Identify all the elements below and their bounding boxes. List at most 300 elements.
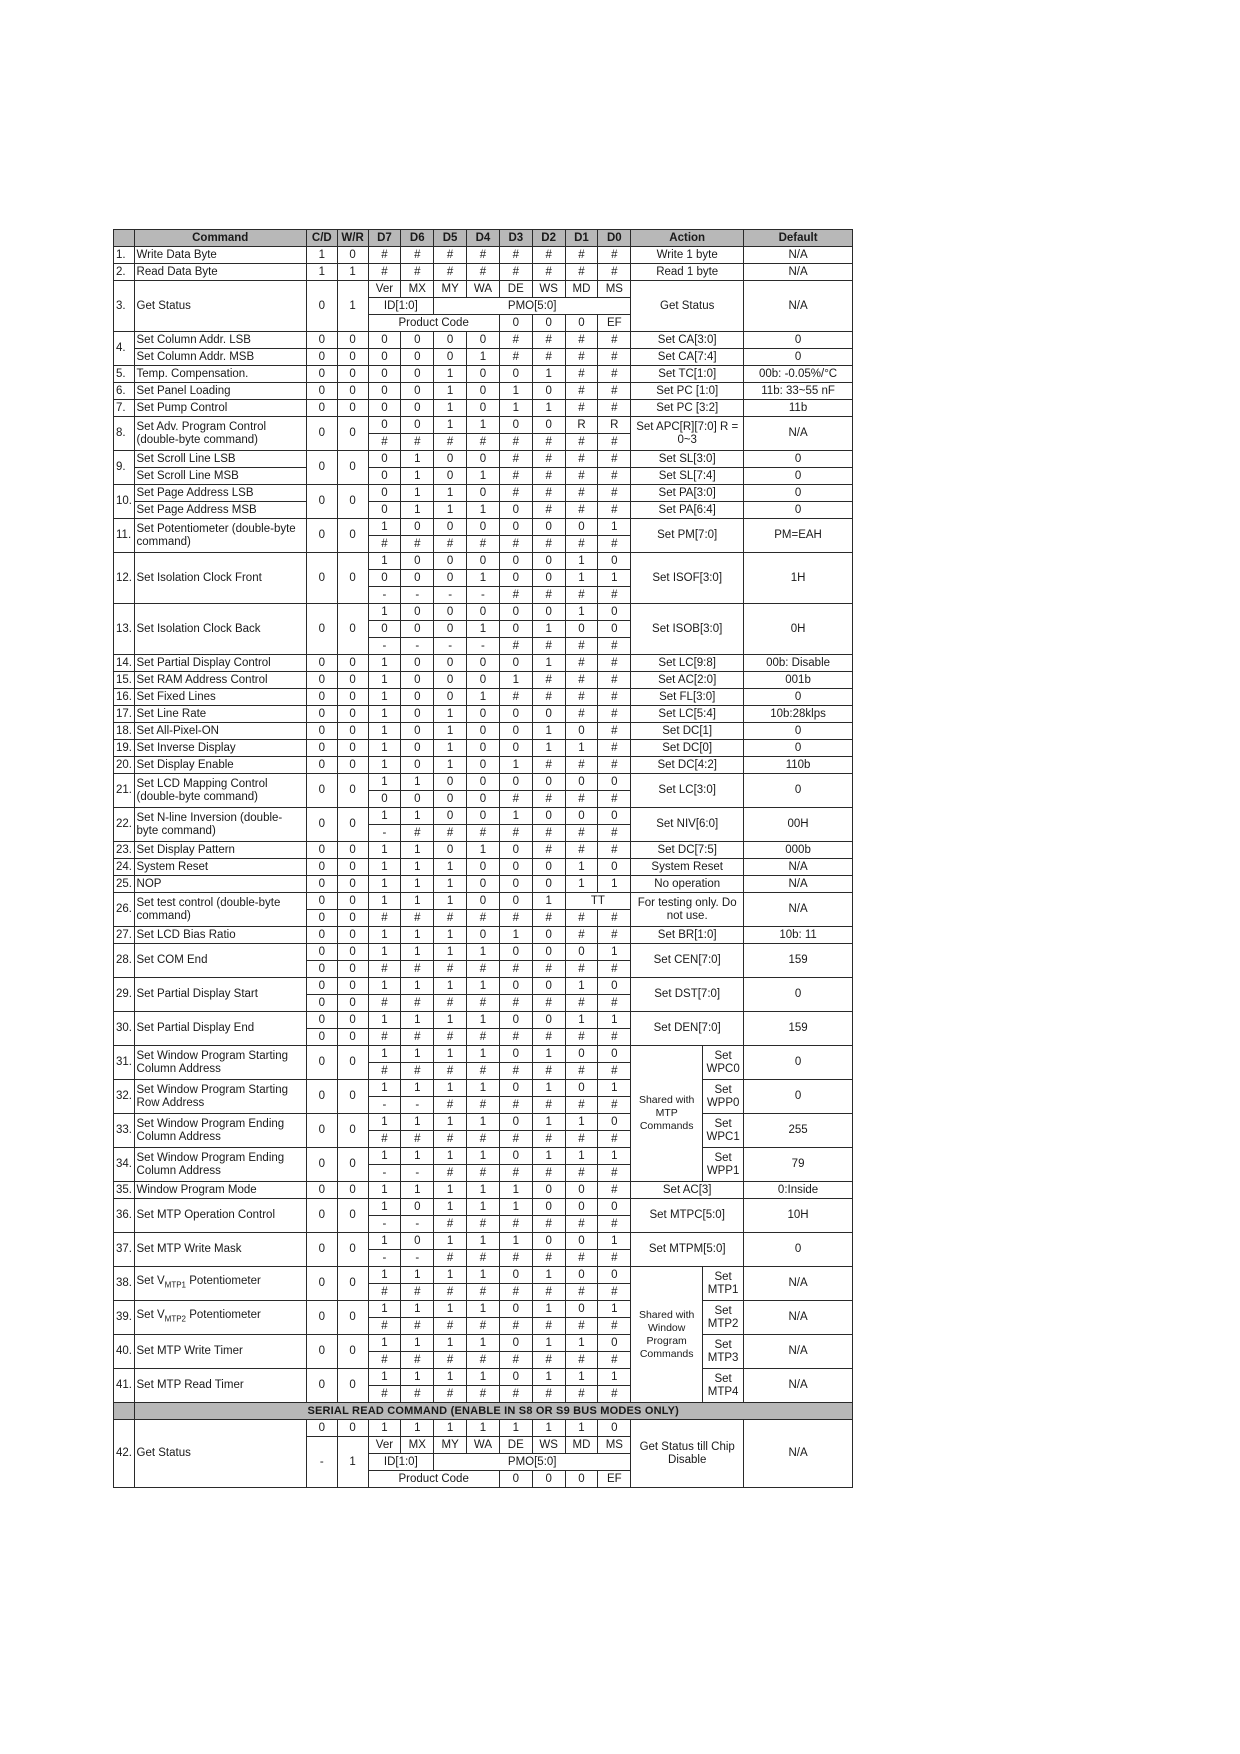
bit-cell: 1: [565, 740, 598, 757]
bit-cell: #: [499, 536, 532, 553]
bit-cell: MX: [401, 1437, 434, 1454]
bit-cell: #: [598, 740, 631, 757]
bit-cell: 1: [434, 1182, 467, 1199]
bit-cell: #: [598, 366, 631, 383]
bit-cell: #: [499, 451, 532, 468]
bit-cell: 1: [434, 1046, 467, 1063]
bit-cell: 0: [401, 400, 434, 417]
table-row: [114, 1369, 853, 1386]
bit-cell: 1: [368, 723, 401, 740]
bit-cell: 0: [368, 451, 401, 468]
bit-cell: #: [565, 264, 598, 281]
default-cell: N/A: [744, 876, 853, 893]
bit-cell: 0: [434, 655, 467, 672]
bit-cell: #: [598, 1216, 631, 1233]
wr-cell: 0: [337, 1335, 368, 1369]
bit-cell: 1: [532, 655, 565, 672]
section-title: SERIAL READ COMMAND (ENABLE IN S8 OR S9 BUS MODES ONLY): [134, 1403, 852, 1420]
default-cell: N/A: [744, 893, 853, 927]
bit-cell: 1: [434, 1148, 467, 1165]
bit-cell: #: [532, 587, 565, 604]
bit-cell: 0: [368, 332, 401, 349]
bit-cell: #: [368, 264, 401, 281]
wr-cell: 0: [337, 927, 368, 944]
wr-cell: 0: [337, 1046, 368, 1080]
wr-cell: 0: [337, 519, 368, 553]
header-default: Default: [744, 230, 853, 247]
bit-cell: #: [368, 434, 401, 451]
wr-cell: 0: [337, 774, 368, 808]
bit-cell: 1: [401, 451, 434, 468]
bit-cell: 0: [434, 808, 467, 825]
header-d4: D4: [467, 230, 500, 247]
default-cell: 0:Inside: [744, 1182, 853, 1199]
cd-cell: 0: [306, 655, 337, 672]
bit-cell: 1: [499, 1199, 532, 1216]
bit-cell: #: [532, 1352, 565, 1369]
bit-cell: #: [532, 536, 565, 553]
command-name: Set Potentiometer (double-byte command): [134, 519, 306, 553]
table-row: [114, 1046, 853, 1063]
bit-cell: 1: [467, 944, 500, 961]
bit-cell: #: [598, 587, 631, 604]
bit-cell: MY: [434, 281, 467, 298]
bit-cell: 1: [401, 1182, 434, 1199]
bit-cell: 1: [499, 383, 532, 400]
bit-cell: #: [532, 349, 565, 366]
bit-cell: #: [598, 672, 631, 689]
bit-cell: #: [499, 332, 532, 349]
bit-cell: #: [434, 1097, 467, 1114]
bit-cell: 0: [467, 366, 500, 383]
cd-cell: 0: [306, 1029, 337, 1046]
bit-cell: #: [565, 587, 598, 604]
table-row: [114, 1148, 853, 1165]
bit-cell: 1: [368, 1012, 401, 1029]
bit-cell: #: [565, 1097, 598, 1114]
row-number: 2.: [114, 264, 135, 281]
bit-cell: 1: [467, 621, 500, 638]
bit-cell: 0: [532, 1182, 565, 1199]
action-cell: Set DEN[7:0]: [631, 1012, 744, 1046]
command-name: Set Partial Display Start: [134, 978, 306, 1012]
bit-cell: 0: [499, 774, 532, 791]
bit-cell: Ver: [368, 1437, 401, 1454]
cd-cell: 0: [306, 1267, 337, 1301]
bit-cell: 1: [368, 1335, 401, 1352]
default-cell: 0: [744, 689, 853, 706]
table-row: [114, 502, 853, 519]
bit-cell: 1: [499, 808, 532, 825]
default-cell: 0: [744, 978, 853, 1012]
action-cell: Set MTP3: [703, 1335, 744, 1369]
bit-cell: 0: [368, 400, 401, 417]
row-number: 23.: [114, 842, 135, 859]
bit-cell: #: [499, 1216, 532, 1233]
bit-cell: 1: [434, 1080, 467, 1097]
row-number: 3.: [114, 281, 135, 332]
bit-cell: #: [368, 1284, 401, 1301]
default-cell: 0: [744, 332, 853, 349]
bit-cell: MS: [598, 1437, 631, 1454]
bit-cell: #: [532, 638, 565, 655]
bit-cell: 0: [467, 332, 500, 349]
row-number: 33.: [114, 1114, 135, 1148]
bit-cell: 1: [368, 740, 401, 757]
cd-cell: 0: [306, 978, 337, 995]
bit-cell: #: [598, 502, 631, 519]
bit-cell: WS: [532, 1437, 565, 1454]
bit-cell: 1: [368, 1420, 401, 1437]
bit-cell: 1: [368, 774, 401, 791]
bit-cell: #: [434, 1165, 467, 1182]
bit-cell: 0: [368, 417, 401, 434]
bit-cell: #: [467, 1284, 500, 1301]
action-cell: Set SL[7:4]: [631, 468, 744, 485]
bit-cell: 1: [467, 1233, 500, 1250]
default-cell: 00b: -0.05%/°C: [744, 366, 853, 383]
bit-cell: 0: [467, 519, 500, 536]
bit-cell: 1: [401, 1335, 434, 1352]
bit-cell: #: [532, 995, 565, 1012]
wr-cell: 0: [337, 247, 368, 264]
row-number: 14.: [114, 655, 135, 672]
bit-cell: #: [565, 655, 598, 672]
bit-cell: 1: [368, 978, 401, 995]
bit-cell: 1: [532, 1046, 565, 1063]
bit-cell: Product Code: [368, 315, 499, 332]
bit-cell: 0: [467, 706, 500, 723]
table-row: [114, 842, 853, 859]
bit-cell: #: [467, 1250, 500, 1267]
command-name: Window Program Mode: [134, 1182, 306, 1199]
bit-cell: #: [565, 1165, 598, 1182]
bit-cell: #: [368, 247, 401, 264]
bit-cell: 1: [368, 689, 401, 706]
wr-cell: 0: [337, 740, 368, 757]
table-row: [114, 281, 853, 298]
bit-cell: 0: [499, 519, 532, 536]
bit-cell: 1: [565, 978, 598, 995]
default-cell: 0: [744, 1080, 853, 1114]
action-cell: Get Status: [631, 281, 744, 332]
wr-cell: 0: [337, 978, 368, 995]
default-cell: 0H: [744, 604, 853, 655]
cd-cell: 0: [306, 842, 337, 859]
bit-cell: #: [467, 536, 500, 553]
bit-cell: 0: [598, 808, 631, 825]
action-cell: Set PC [3:2]: [631, 400, 744, 417]
table-row: [114, 519, 853, 536]
header-d1: D1: [565, 230, 598, 247]
bit-cell: #: [467, 995, 500, 1012]
default-cell: 000b: [744, 842, 853, 859]
bit-cell: #: [565, 706, 598, 723]
bit-cell: 1: [467, 502, 500, 519]
bit-cell: 1: [368, 1233, 401, 1250]
bit-cell: 1: [467, 842, 500, 859]
bit-cell: 1: [499, 672, 532, 689]
bit-cell: #: [532, 451, 565, 468]
bit-cell: #: [565, 1216, 598, 1233]
bit-cell: #: [598, 655, 631, 672]
bit-cell: #: [499, 434, 532, 451]
row-number: 32.: [114, 1080, 135, 1114]
bit-cell: 0: [499, 1148, 532, 1165]
bit-cell: 1: [598, 1080, 631, 1097]
bit-cell: 0: [434, 519, 467, 536]
bit-cell: #: [565, 400, 598, 417]
action-cell: Set MTPC[5:0]: [631, 1199, 744, 1233]
bit-cell: 1: [401, 876, 434, 893]
bit-cell: 1: [467, 468, 500, 485]
bit-cell: 0: [532, 927, 565, 944]
bit-cell: #: [598, 1131, 631, 1148]
bit-cell: 1: [532, 1301, 565, 1318]
bit-cell: 0: [532, 876, 565, 893]
bit-cell: #: [368, 1352, 401, 1369]
cd-cell: 0: [306, 672, 337, 689]
bit-cell: #: [565, 468, 598, 485]
command-name: Set Fixed Lines: [134, 689, 306, 706]
bit-cell: R: [565, 417, 598, 434]
bit-cell: -: [368, 1097, 401, 1114]
bit-cell: #: [532, 961, 565, 978]
bit-cell: #: [598, 1182, 631, 1199]
bit-cell: 1: [598, 519, 631, 536]
wr-cell: 0: [337, 876, 368, 893]
bit-cell: 0: [467, 876, 500, 893]
bit-cell: #: [467, 1097, 500, 1114]
bit-cell: #: [565, 1318, 598, 1335]
bit-cell: 1: [368, 1182, 401, 1199]
action-cell: Set WPP1: [703, 1148, 744, 1182]
bit-cell: 1: [467, 1080, 500, 1097]
bit-cell: 1: [401, 485, 434, 502]
bit-cell: #: [532, 1029, 565, 1046]
cd-cell: 0: [306, 689, 337, 706]
bit-cell: 0: [467, 927, 500, 944]
bit-cell: Product Code: [368, 1471, 499, 1488]
bit-cell: 1: [467, 1148, 500, 1165]
bit-cell: TT: [565, 893, 631, 910]
bit-cell: 0: [532, 978, 565, 995]
bit-cell: 1: [434, 1301, 467, 1318]
bit-cell: 0: [401, 757, 434, 774]
bit-cell: #: [499, 910, 532, 927]
action-cell: Set DC[4:2]: [631, 757, 744, 774]
bit-cell: 1: [434, 366, 467, 383]
bit-cell: #: [598, 264, 631, 281]
bit-cell: 0: [598, 1267, 631, 1284]
cd-cell: 0: [306, 281, 337, 332]
bit-cell: #: [565, 485, 598, 502]
cd-cell: 0: [306, 1114, 337, 1148]
bit-cell: 1: [401, 978, 434, 995]
action-cell: Read 1 byte: [631, 264, 744, 281]
bit-cell: #: [434, 1131, 467, 1148]
table-row: [114, 774, 853, 791]
default-cell: 10b: 11: [744, 927, 853, 944]
bit-cell: 1: [434, 1267, 467, 1284]
row-number: 30.: [114, 1012, 135, 1046]
bit-cell: 1: [368, 553, 401, 570]
cd-cell: 0: [306, 1148, 337, 1182]
bit-cell: 0: [565, 621, 598, 638]
default-cell: 79: [744, 1148, 853, 1182]
default-cell: 0: [744, 502, 853, 519]
bit-cell: 0: [499, 1301, 532, 1318]
wr-cell: 0: [337, 451, 368, 485]
bit-cell: 0: [499, 502, 532, 519]
cd-cell: 0: [306, 1369, 337, 1403]
bit-cell: #: [565, 689, 598, 706]
bit-cell: 0: [401, 706, 434, 723]
bit-cell: 1: [499, 1420, 532, 1437]
bit-cell: 1: [565, 876, 598, 893]
bit-cell: 1: [532, 400, 565, 417]
cd-cell: 0: [306, 485, 337, 519]
bit-cell: #: [434, 825, 467, 842]
row-number: 5.: [114, 366, 135, 383]
bit-cell: 1: [565, 553, 598, 570]
row-number: 26.: [114, 893, 135, 927]
row-number: 20.: [114, 757, 135, 774]
bit-cell: -: [401, 1250, 434, 1267]
bit-cell: #: [401, 1284, 434, 1301]
bit-cell: 0: [532, 315, 565, 332]
bit-cell: 0: [499, 1335, 532, 1352]
bit-cell: 0: [499, 944, 532, 961]
command-name: Set Isolation Clock Back: [134, 604, 306, 655]
bit-cell: 0: [499, 893, 532, 910]
action-cell: Set BR[1:0]: [631, 927, 744, 944]
bit-cell: #: [598, 1097, 631, 1114]
bit-cell: #: [565, 791, 598, 808]
bit-cell: 1: [565, 1369, 598, 1386]
bit-cell: 1: [434, 740, 467, 757]
bit-cell: #: [368, 1386, 401, 1403]
command-name: Set LCD Bias Ratio: [134, 927, 306, 944]
bit-cell: #: [434, 961, 467, 978]
command-name: Set RAM Address Control: [134, 672, 306, 689]
bit-cell: #: [532, 757, 565, 774]
bit-cell: #: [401, 1386, 434, 1403]
bit-cell: #: [598, 638, 631, 655]
wr-cell: 0: [337, 859, 368, 876]
header-d6: D6: [401, 230, 434, 247]
bit-cell: #: [565, 247, 598, 264]
bit-cell: #: [532, 825, 565, 842]
bit-cell: 0: [598, 1114, 631, 1131]
bit-cell: 1: [368, 876, 401, 893]
bit-cell: 0: [401, 1199, 434, 1216]
bit-cell: #: [598, 1250, 631, 1267]
bit-cell: #: [598, 349, 631, 366]
bit-cell: -: [368, 638, 401, 655]
command-name: Set Partial Display End: [134, 1012, 306, 1046]
row-number: 22.: [114, 808, 135, 842]
bit-cell: 1: [434, 1114, 467, 1131]
bit-cell: 1: [401, 1267, 434, 1284]
wr-cell: 0: [337, 400, 368, 417]
bit-cell: 0: [467, 553, 500, 570]
bit-cell: #: [401, 961, 434, 978]
row-number: 21.: [114, 774, 135, 808]
command-name: Write Data Byte: [134, 247, 306, 264]
bit-cell: 1: [401, 468, 434, 485]
bit-cell: #: [565, 536, 598, 553]
bit-cell: 0: [532, 706, 565, 723]
bit-cell: #: [467, 1131, 500, 1148]
default-cell: 00H: [744, 808, 853, 842]
bit-cell: 1: [368, 672, 401, 689]
bit-cell: 0: [532, 604, 565, 621]
bit-cell: #: [368, 1131, 401, 1148]
cd-cell: -: [306, 1437, 337, 1488]
wr-cell: 1: [337, 281, 368, 332]
command-name: Set Pump Control: [134, 400, 306, 417]
bit-cell: 1: [598, 570, 631, 587]
bit-cell: 1: [401, 808, 434, 825]
row-number: 38.: [114, 1267, 135, 1301]
action-cell: Set DC[0]: [631, 740, 744, 757]
table-row: [114, 1233, 853, 1250]
bit-cell: 1: [532, 1420, 565, 1437]
bit-cell: 0: [499, 740, 532, 757]
bit-cell: #: [401, 1318, 434, 1335]
table-row: [114, 451, 853, 468]
bit-cell: 1: [401, 944, 434, 961]
table-row: [114, 1267, 853, 1284]
bit-cell: #: [598, 1386, 631, 1403]
table-row: [114, 1199, 853, 1216]
cd-cell: 0: [306, 740, 337, 757]
bit-cell: #: [499, 485, 532, 502]
bit-cell: 0: [434, 332, 467, 349]
bit-cell: #: [401, 910, 434, 927]
command-name: Set Page Address MSB: [134, 502, 306, 519]
bit-cell: #: [532, 1097, 565, 1114]
bit-cell: #: [368, 1063, 401, 1080]
bit-cell: 0: [467, 383, 500, 400]
bit-cell: #: [499, 1029, 532, 1046]
bit-cell: 0: [532, 570, 565, 587]
bit-cell: #: [401, 434, 434, 451]
default-cell: N/A: [744, 1369, 853, 1403]
bit-cell: #: [598, 910, 631, 927]
bit-cell: #: [565, 757, 598, 774]
bit-cell: 0: [401, 689, 434, 706]
bit-cell: 0: [368, 349, 401, 366]
bit-cell: #: [598, 400, 631, 417]
cd-cell: 0: [306, 808, 337, 842]
row-number: 34.: [114, 1148, 135, 1182]
command-name: Set Window Program Ending Column Address: [134, 1148, 306, 1182]
header-d0: D0: [598, 230, 631, 247]
bit-cell: #: [467, 1216, 500, 1233]
default-cell: N/A: [744, 281, 853, 332]
bit-cell: #: [499, 349, 532, 366]
bit-cell: 1: [368, 706, 401, 723]
bit-cell: #: [565, 638, 598, 655]
default-cell: N/A: [744, 1335, 853, 1369]
bit-cell: #: [565, 451, 598, 468]
bit-cell: WA: [467, 281, 500, 298]
action-cell: Set PC [1:0]: [631, 383, 744, 400]
command-name: Set Partial Display Control: [134, 655, 306, 672]
default-cell: 0: [744, 451, 853, 468]
